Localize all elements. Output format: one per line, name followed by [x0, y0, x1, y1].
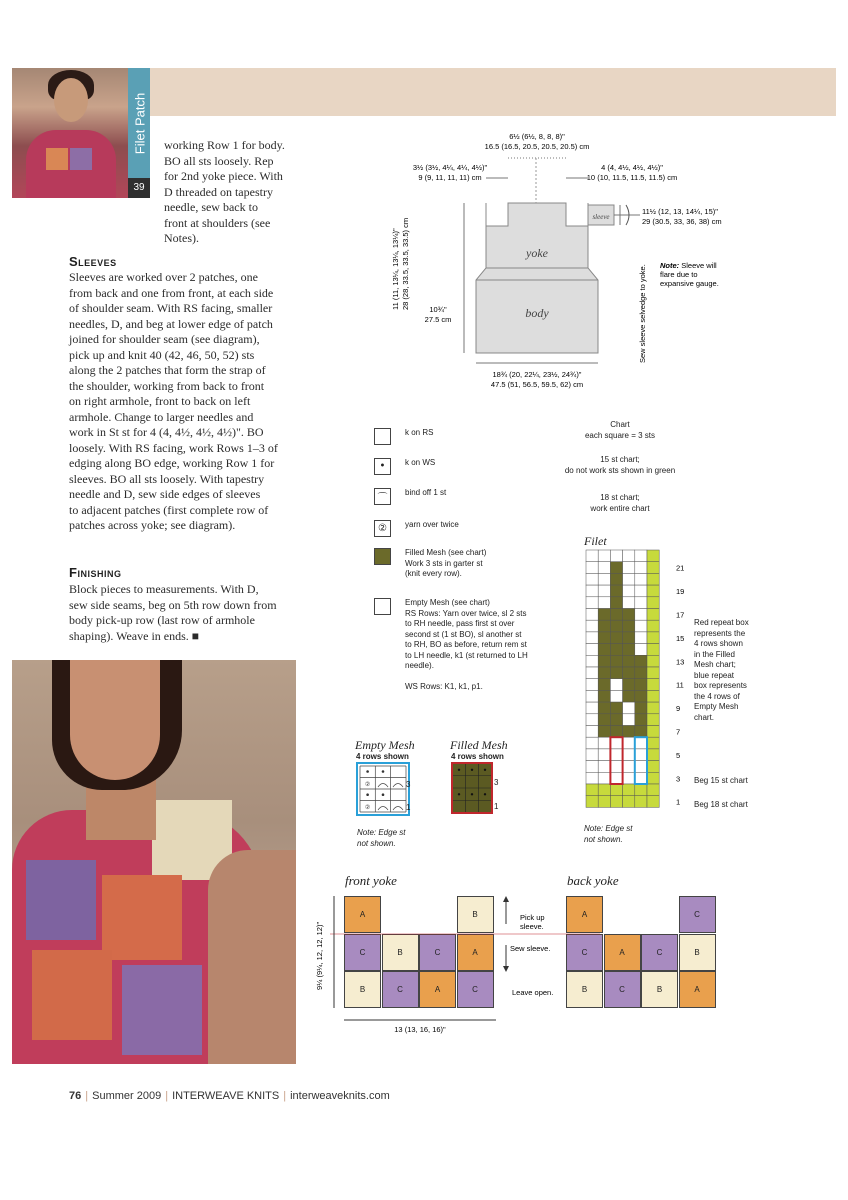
filet-cell [586, 690, 598, 702]
filet-cell [586, 585, 598, 597]
legend-item [374, 520, 575, 537]
filet-cell [647, 714, 659, 726]
filet-row-number: 9 [676, 704, 681, 714]
filet-cell [623, 702, 635, 714]
legend-label: k on RS [405, 428, 434, 437]
filet-cell [623, 655, 635, 667]
filet-cell [610, 655, 622, 667]
filet-cell [635, 690, 647, 702]
filet-cell [598, 644, 610, 656]
filled-mesh-chart [451, 762, 493, 814]
dim-left-strap-cm: 9 (9, 11, 11, 11) cm [418, 173, 482, 182]
filet-cell [623, 761, 635, 773]
filet-cell [623, 562, 635, 574]
filet-cell [598, 796, 610, 808]
pick-up-note: Pick up sleeve. [520, 913, 545, 931]
filet-cell [598, 550, 610, 562]
filet-cell [647, 690, 659, 702]
filet-cell [623, 796, 635, 808]
yoke-patch: C [566, 934, 603, 971]
filet-cell [647, 796, 659, 808]
label-yoke: yoke [526, 246, 548, 260]
filet-cell [623, 573, 635, 585]
filet-cell [610, 702, 622, 714]
sleeves-body [69, 270, 304, 534]
filet-cell [610, 573, 622, 585]
svg-text:②: ② [364, 805, 371, 811]
filet-cell [623, 784, 635, 796]
filet-cell [610, 679, 622, 691]
chart-15st-note: 15 st chart; do not work sts shown in green [564, 455, 676, 475]
filet-cell [598, 585, 610, 597]
dim-top-width-cm: 16.5 (16.5, 20.5, 20.5, 20.5) cm [484, 142, 590, 151]
yoke-patch: B [382, 934, 419, 971]
filet-cell [635, 667, 647, 679]
filled-mesh-sub: 4 rows shown [451, 752, 504, 761]
filet-cell [586, 609, 598, 621]
filet-cell [647, 620, 659, 632]
yoke-patch: C [604, 971, 641, 1008]
empty-row-3: 3 [406, 780, 411, 789]
legend-label: yarn over twice [405, 520, 459, 529]
filet-cell [635, 644, 647, 656]
legend-swatch [374, 428, 391, 445]
filet-cell [647, 655, 659, 667]
filet-cell [598, 726, 610, 738]
filet-cell [647, 737, 659, 749]
sleeve-note: Note: Sleeve will flare due to expansive gauge. [660, 261, 719, 288]
filet-cell [635, 796, 647, 808]
filet-cell [598, 761, 610, 773]
legend-swatch: • [374, 458, 391, 475]
filet-cell [623, 772, 635, 784]
filet-cell [610, 620, 622, 632]
filet-cell [610, 796, 622, 808]
filet-cell [647, 585, 659, 597]
filet-row-number: 3 [676, 774, 681, 784]
intro-text [164, 138, 304, 247]
filet-row-number: 21 [676, 563, 685, 573]
filet-cell [635, 761, 647, 773]
filet-cell [598, 772, 610, 784]
issue: Summer 2009 [92, 1090, 162, 1102]
filet-cell [623, 620, 635, 632]
sew-sleeve-note: Sew sleeve. [510, 944, 551, 953]
sleeves-line: pick up and knit 40 (42, 46, 50, 52) sts [69, 347, 255, 362]
filet-cell [635, 749, 647, 761]
filet-cell [598, 702, 610, 714]
filet-cell [623, 644, 635, 656]
sleeves-line: to adjacent patches (first complete row of [69, 502, 269, 517]
filet-cell [610, 609, 622, 621]
filet-cell [647, 597, 659, 609]
filet-cell [610, 726, 622, 738]
garment-schematic [340, 128, 840, 398]
filet-row-number: 17 [676, 610, 685, 620]
filet-cell [598, 690, 610, 702]
filet-cell [586, 550, 598, 562]
filet-cell [647, 679, 659, 691]
back-yoke-title: back yoke [567, 873, 619, 888]
intro-line: for 2nd yoke piece. With [164, 169, 283, 183]
filet-cell [610, 714, 622, 726]
sleeves-line: work in St st for 4 (4, 4½, 4½, 4½)". BO [69, 425, 264, 439]
filet-cell [598, 609, 610, 621]
filet-cell [610, 597, 622, 609]
sleeves-line: loosely. With RS facing, work Rows 1–3 of [69, 440, 278, 455]
mesh-edge-note: Note: Edge st not shown. [357, 828, 406, 848]
filet-cell [647, 749, 659, 761]
yoke-patch: B [679, 934, 716, 971]
filet-cell [598, 573, 610, 585]
sleeves-line: Sleeves are worked over 2 patches, one [69, 270, 258, 284]
sleeves-line: sleeves. BO all sts loosely. With tapestry [69, 471, 265, 486]
filet-cell [623, 667, 635, 679]
filet-cell [598, 737, 610, 749]
sleeves-heading: Sleeves [69, 254, 117, 269]
filet-cell [635, 550, 647, 562]
filet-cell [598, 667, 610, 679]
yoke-patch: A [604, 934, 641, 971]
finishing-line: shaping). Weave in ends. ■ [69, 628, 200, 643]
filet-cell [623, 749, 635, 761]
filet-cell [635, 737, 647, 749]
filet-cell [623, 597, 635, 609]
filet-cell [635, 702, 647, 714]
filet-cell [586, 749, 598, 761]
filled-mesh-title: Filled Mesh [450, 738, 508, 752]
filet-cell [623, 632, 635, 644]
finishing-line: body pick-up row (last row of armhole [69, 613, 255, 627]
yoke-patch: C [344, 934, 381, 971]
legend-item [374, 428, 575, 445]
dim-sleeve-width: 11½ (12, 13, 14¼, 15)" [642, 207, 718, 216]
leave-open-note: Leave open. [512, 988, 554, 997]
sleeves-line: joined for shoulder seam (see diagram), [69, 332, 260, 346]
filet-cell [610, 749, 622, 761]
filet-cell [586, 667, 598, 679]
finishing-body [69, 582, 304, 644]
filet-title: Filet [584, 534, 607, 548]
filet-cell [598, 632, 610, 644]
filet-cell [623, 737, 635, 749]
filet-cell [610, 585, 622, 597]
header-banner [150, 68, 836, 116]
filet-cell [623, 690, 635, 702]
yoke-height: 9¼ (9¼, 12, 12, 12)" [315, 921, 324, 990]
chart-title: Chart each square = 3 sts [584, 420, 656, 440]
filet-cell [623, 714, 635, 726]
yoke-patch: C [679, 896, 716, 933]
filet-cell [635, 784, 647, 796]
yoke-patch: B [641, 971, 678, 1008]
filet-cell [586, 737, 598, 749]
filet-cell [647, 784, 659, 796]
repeat-note: Red repeat box represents the 4 rows shown in the Filled Mesh chart; blue repeat box represents the 4 rows of Empty Mesh chart. [694, 618, 749, 722]
sleeves-line: armhole. Change to larger needles and [69, 409, 254, 424]
legend-label: bind off 1 st [405, 488, 447, 497]
finishing-line: sew side seams, beg on 5th row down from [69, 597, 277, 612]
filet-cell [610, 690, 622, 702]
filet-row-number: 11 [676, 680, 684, 690]
svg-text:②: ② [364, 782, 371, 788]
filet-cell [610, 562, 622, 574]
filet-cell [635, 714, 647, 726]
filet-cell [647, 573, 659, 585]
filet-edge-note: Note: Edge st not shown. [584, 824, 633, 844]
filet-cell [647, 644, 659, 656]
intro-line: needle, sew back to [164, 200, 258, 214]
yoke-patch: A [457, 934, 494, 971]
filet-cell [623, 726, 635, 738]
filet-cell [598, 714, 610, 726]
filet-cell [635, 655, 647, 667]
filet-cell [635, 726, 647, 738]
page-number: 76 [69, 1090, 82, 1102]
dim-bottom-width: 18¾ (20, 22¼, 23½, 24¾)" [492, 370, 582, 379]
filet-cell [647, 632, 659, 644]
filet-cell [610, 737, 622, 749]
intro-line: D threaded on tapestry [164, 184, 273, 199]
thumbnail-photo [12, 68, 128, 198]
legend-label: k on WS [405, 458, 436, 467]
intro-line: working Row 1 for body. [164, 138, 285, 152]
legend-label: Filled Mesh (see chart) Work 3 sts in garter st (knit every row). [405, 548, 487, 578]
yoke-width: 13 (13, 16, 16)" [394, 1025, 446, 1034]
yoke-patch: B [344, 971, 381, 1008]
yoke-patch: A [344, 896, 381, 933]
filet-cell [598, 562, 610, 574]
filet-cell [610, 761, 622, 773]
empty-mesh-title: Empty Mesh [355, 738, 415, 752]
filet-cell [635, 585, 647, 597]
legend-swatch: ⌒ [374, 488, 391, 505]
yoke-patch: A [419, 971, 456, 1008]
filet-cell [586, 562, 598, 574]
yoke-patch: B [457, 896, 494, 933]
filet-cell [623, 550, 635, 562]
dim-sleeve-width-cm: 29 (30.5, 33, 36, 38) cm [642, 217, 722, 226]
footer: 76 | Summer 2009 | INTERWEAVE KNITS | interweaveknits.com [69, 1090, 390, 1102]
dim-right-strap-cm: 10 (10, 11.5, 11.5, 11.5) cm [586, 173, 678, 182]
filet-row-number: 5 [676, 750, 681, 760]
dim-right-strap: 4 (4, 4½, 4½, 4½)" [601, 163, 663, 172]
filet-cell [586, 655, 598, 667]
yoke-annotations [300, 890, 600, 1040]
front-yoke-title: front yoke [345, 873, 397, 888]
dim-body-height-cm: 27.5 cm [424, 315, 452, 324]
filet-cell [647, 702, 659, 714]
dim-top-width: 6½ (6½, 8, 8, 8)" [509, 132, 565, 141]
filet-cell [586, 714, 598, 726]
filet-cell [586, 620, 598, 632]
yoke-patch: C [641, 934, 678, 971]
beg15-label: Beg 15 st chart [694, 776, 748, 785]
yoke-patch: C [419, 934, 456, 971]
yoke-patch: C [382, 971, 419, 1008]
sew-note: Sew sleeve selvedge to yoke. [638, 264, 647, 363]
filet-cell [586, 644, 598, 656]
filet-cell [610, 644, 622, 656]
label-sleeve: sleeve [592, 213, 610, 221]
filet-cell [598, 597, 610, 609]
sleeves-line: of shoulder seam. With RS facing, smaller [69, 301, 273, 315]
finishing-heading: Finishing [69, 565, 122, 580]
filled-row-1: 1 [494, 802, 499, 811]
filet-cell [586, 573, 598, 585]
filet-cell [586, 597, 598, 609]
filet-row-number: 7 [676, 727, 681, 737]
legend-swatch: ② [374, 520, 391, 537]
legend-item [374, 598, 575, 693]
filet-cell [635, 609, 647, 621]
filet-cell [598, 749, 610, 761]
tab-label: Filet Patch [132, 92, 148, 155]
model-photo [12, 660, 296, 1064]
filet-cell [586, 784, 598, 796]
website[interactable]: interweaveknits.com [290, 1090, 390, 1102]
filet-cell [598, 679, 610, 691]
filet-cell [610, 667, 622, 679]
sleeves-line: patches across yoke; see diagram). [69, 518, 236, 532]
filled-row-3: 3 [494, 778, 499, 787]
filet-cell [586, 796, 598, 808]
filet-cell [610, 784, 622, 796]
intro-line: BO all sts loosely. Rep [164, 153, 274, 168]
filet-cell [623, 585, 635, 597]
legend-item [374, 548, 575, 580]
legend-swatch [374, 598, 391, 615]
filet-cell [647, 761, 659, 773]
filet-row-number: 15 [676, 633, 685, 643]
filet-cell [647, 772, 659, 784]
yoke-patch: A [679, 971, 716, 1008]
label-body: body [525, 306, 549, 320]
filet-cell [586, 726, 598, 738]
sleeves-line: needle and D, sew side edges of sleeves [69, 487, 261, 501]
yoke-patch: A [566, 896, 603, 933]
filet-cell [647, 667, 659, 679]
filet-cell [586, 632, 598, 644]
yoke-patch: C [457, 971, 494, 1008]
filet-cell [635, 632, 647, 644]
legend-label: Empty Mesh (see chart) RS Rows: Yarn over twice, sl 2 sts to RH needle, pass first st over second st (1 st BO), sl another st to RH, BO as before, return rem st to LH needle, k1 (st returned to LH needle). WS Rows: K1, k1, p1. [405, 598, 528, 691]
filet-cell [586, 772, 598, 784]
filet-cell [635, 679, 647, 691]
filet-row-number: 13 [676, 657, 685, 667]
yoke-patch: B [566, 971, 603, 1008]
section-tab [128, 68, 150, 198]
finishing-line: Block pieces to measurements. With D, [69, 582, 259, 596]
filet-cell [647, 609, 659, 621]
filet-cell [598, 784, 610, 796]
intro-line: front at shoulders (see Notes). [164, 215, 271, 245]
empty-mesh-chart [356, 762, 410, 816]
filet-cell [635, 562, 647, 574]
sleeves-line: from back and one from front, at each side [69, 285, 274, 300]
filet-cell [610, 550, 622, 562]
filet-cell [586, 761, 598, 773]
dim-body-height: 10¾" [429, 305, 447, 314]
sleeves-line: needles, D, and beg at lower edge of patch [69, 316, 273, 331]
sleeves-line: along the 2 patches that form the strap of [69, 363, 266, 377]
filet-cell [610, 772, 622, 784]
magazine-name: INTERWEAVE KNITS [172, 1090, 280, 1102]
filet-cell [635, 573, 647, 585]
sleeves-line: the shoulder, working from back to front [69, 378, 265, 393]
filet-cell [598, 620, 610, 632]
filet-cell [647, 726, 659, 738]
filet-row-number: 1 [676, 797, 681, 807]
filet-cell [598, 655, 610, 667]
chart-18st-note: 18 st chart; work entire chart [590, 493, 650, 513]
filet-cell [623, 679, 635, 691]
empty-row-1: 1 [406, 803, 411, 812]
filet-cell [586, 702, 598, 714]
filet-cell [623, 609, 635, 621]
dim-vertical-cm: 28 (28, 33.5, 33.5, 33.5) cm [401, 217, 410, 310]
filet-cell [635, 772, 647, 784]
sleeves-line: edging along BO edge, working Row 1 for [69, 456, 275, 470]
filet-cell [635, 597, 647, 609]
sleeves-line: on right armhole, front to back on left [69, 394, 251, 408]
dim-vertical: 11 (11, 13¼, 13¼, 13¼)" [391, 228, 400, 310]
beg18-label: Beg 18 st chart [694, 800, 748, 809]
dim-bottom-width-cm: 47.5 (51, 56.5, 59.5, 62) cm [490, 380, 584, 389]
filet-cell [635, 620, 647, 632]
filet-cell [610, 632, 622, 644]
tab-number: 39 [128, 178, 150, 198]
filet-cell [647, 550, 659, 562]
empty-mesh-sub: 4 rows shown [356, 752, 409, 761]
filet-cell [586, 679, 598, 691]
filet-row-number: 19 [676, 587, 685, 597]
legend-swatch [374, 548, 391, 565]
filet-cell [647, 562, 659, 574]
dim-left-strap: 3½ (3½, 4¼, 4¼, 4½)" [412, 163, 488, 172]
